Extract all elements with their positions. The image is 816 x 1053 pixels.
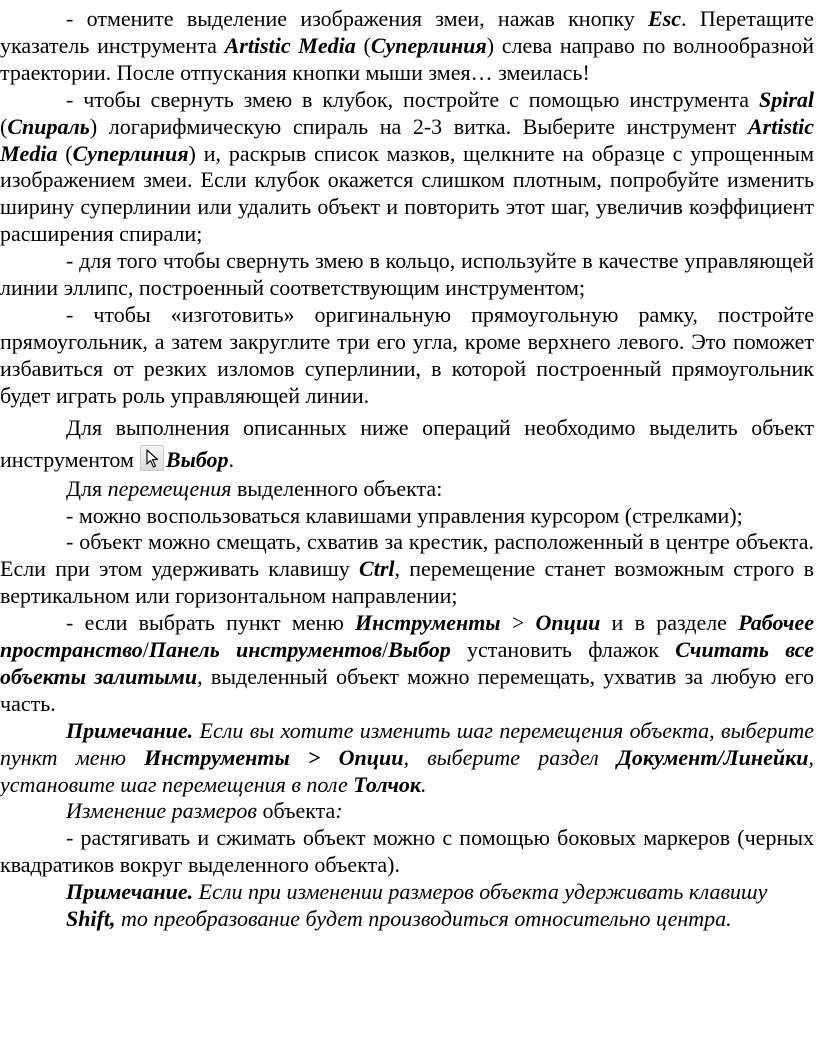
paragraph-ring: - для того чтобы свернуть змею в кольцо, используйте в качестве управляющей линии эллипс, построенный соответствующим инструментом;	[0, 248, 814, 301]
paragraph-ctrl-move: - объект можно смещать, схватив за крестик, расположенный в центре объекта. Если при этом удерживать клавишу Ctrl, перемещение станет возможным строго в вертикальном или горизонтальном направлении;	[0, 529, 815, 609]
menu-tools-options: Инструменты > Опции	[144, 744, 404, 770]
note-label: Примечание.	[66, 717, 194, 743]
section-workspace: Рабочее пространство	[0, 610, 814, 663]
paragraph-resize-heading: Изменение размеров объекта:	[66, 798, 343, 824]
term-move: перемещения	[107, 475, 232, 501]
term-resize: Изменение размеров	[66, 798, 257, 824]
paragraph-select-tool: Для выполнения описанных ниже операций необходимо выделить объект инструментом Выбор.	[0, 414, 814, 472]
paragraph-move-heading: Для перемещения выделенного объекта:	[66, 475, 443, 501]
paragraph-note-shift: Примечание. Если при изменении размеров объекта удерживать клавишу	[66, 879, 768, 905]
pick-tool-cursor-icon	[140, 445, 164, 471]
field-nudge: Толчок	[353, 771, 422, 797]
tool-spiral-ru: Спираль	[7, 113, 90, 139]
key-shift: Shift,	[66, 906, 116, 932]
tool-select: Выбор	[165, 446, 229, 472]
paragraph-resize-handles: - растягивать и сжимать объект можно с помощью боковых маркеров (черных квадратиков вокруг выделенного объекта).	[0, 825, 814, 878]
menu-tools: Инструменты	[355, 610, 501, 636]
option-treat-all-filled: Считать все объекты залитыми	[0, 637, 815, 689]
section-select: Выбор	[388, 637, 451, 663]
tool-spiral: Spiral	[758, 86, 814, 112]
section-toolbox: Панель инструментов	[148, 637, 382, 663]
paragraph-treat-filled: - если выбрать пункт меню Инструменты > Опции и в разделе Рабочее пространство/Панель инструментов/Выбор установить флажок Считать все объекты залитыми, выделенный объект можно перемещать, ухватив за любую его часть.	[0, 610, 815, 716]
paragraph-cancel-selection: - отмените выделение изображения змеи, нажав кнопку Esc. Перетащите указатель инструмента Artistic Media (Суперлиния) слева направо по волнообразной траектории. После отпускания кнопки мыши змея… змеилась!	[0, 6, 815, 85]
menu-options: Опции	[535, 610, 601, 636]
paragraph-note-nudge: Примечание. Если вы хотите изменить шаг перемещения объекта, выберите пункт меню Инструменты > Опции, выберите раздел Документ/Линейки, установите шаг перемещения в поле Толчок.	[0, 717, 814, 797]
key-ctrl: Ctrl	[359, 556, 395, 582]
paragraph-arrow-keys: - можно воспользоваться клавишами управления курсором (стрелками);	[66, 502, 743, 528]
tool-superline: Суперлиния	[72, 140, 189, 166]
paragraph-frame: - чтобы «изготовить» оригинальную прямоугольную рамку, постройте прямоугольник, а затем закруглите три его угла, кроме верхнего левого. Это поможет избавиться от резких изломов суперлинии, в которой построенный прямоугольник будет играть роль управляющей линии.	[0, 301, 814, 408]
paragraph-spiral: - чтобы свернуть змею в клубок, постройте с помощью инструмента Spiral (Спираль) логарифмическую спираль на 2-3 витка. Выберите инструмент Artistic Media (Суперлиния) и, раскрыв список мазков, щелкните на образце с упрощенным изображением змеи. Если клубок окажется слишком плотным, попробуйте изменить ширину суперлинии или удалить объект и повторить этот шаг, увеличив коэффициент расширения спирали;	[0, 86, 815, 247]
paragraph-shift-center: Shift, то преобразование будет производиться относительно центра.	[66, 906, 732, 932]
tool-artistic-media: Artistic Media	[0, 113, 814, 166]
tool-artistic-media: Artistic Media	[224, 32, 356, 58]
note-label: Примечание.	[66, 879, 194, 905]
tool-superline: Суперлиния	[370, 32, 487, 58]
key-esc: Esc	[648, 6, 682, 31]
section-document-rulers: Документ/Линейки	[616, 744, 809, 770]
